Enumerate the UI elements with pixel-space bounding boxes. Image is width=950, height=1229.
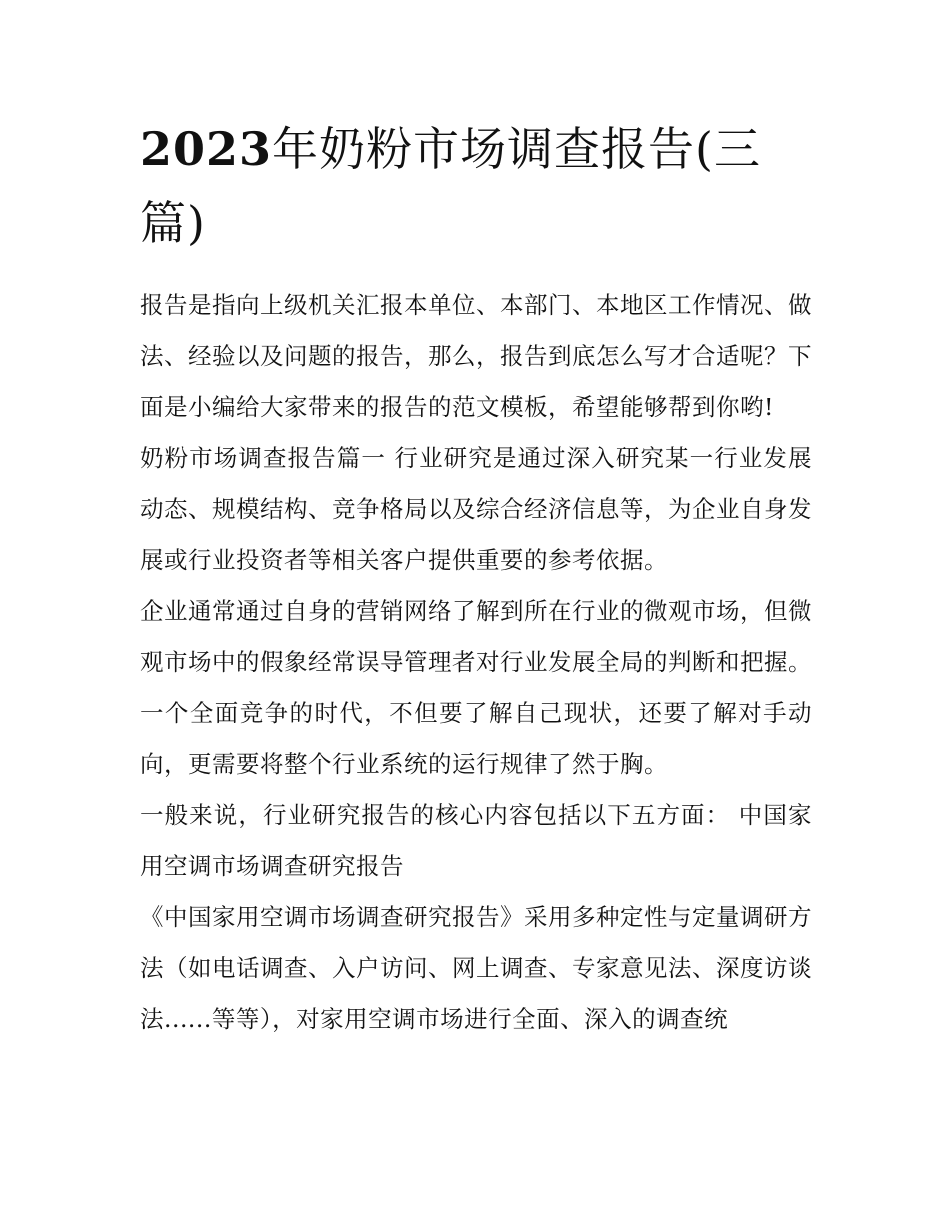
title-year: 2023 — [140, 122, 273, 176]
paragraph-core-content: 一般来说，行业研究报告的核心内容包括以下五方面： 中国家用空调市场调查研究报告 — [140, 801, 812, 880]
paragraph-enterprise: 企业通常通过自身的营销网络了解到所在行业的微观市场，但微观市场中的假象经常误导管理者对行业发展全局的判断和把握。一个全面竞争的时代，不但要了解自己现状，还要了解对手动向，更需要将整个行业系统的运行规律了然于胸。 — [140, 597, 812, 778]
title-text: 年奶粉市场调查报告(三篇) — [140, 122, 761, 250]
document-body — [140, 112, 812, 1045]
paragraph-section-one: 奶粉市场调查报告篇一 行业研究是通过深入研究某一行业发展动态、规模结构、竞争格局以及综合经济信息等，为企业自身发展或行业投资者等相关客户提供重要的参考依据。 — [140, 444, 812, 574]
paragraph-intro: 报告是指向上级机关汇报本单位、本部门、本地区工作情况、做法、经验以及问题的报告，那么，报告到底怎么写才合适呢？下面是小编给大家带来的报告的范文模板，希望能够帮到你哟! — [140, 291, 812, 421]
document-title — [140, 112, 812, 260]
paragraph-report-method: 《中国家用空调市场调查研究报告》采用多种定性与定量调研方法（如电话调查、入户访问、网上调查、专家意见法、深度访谈法......等等），对家用空调市场进行全面、深入的调查统 — [140, 903, 812, 1033]
